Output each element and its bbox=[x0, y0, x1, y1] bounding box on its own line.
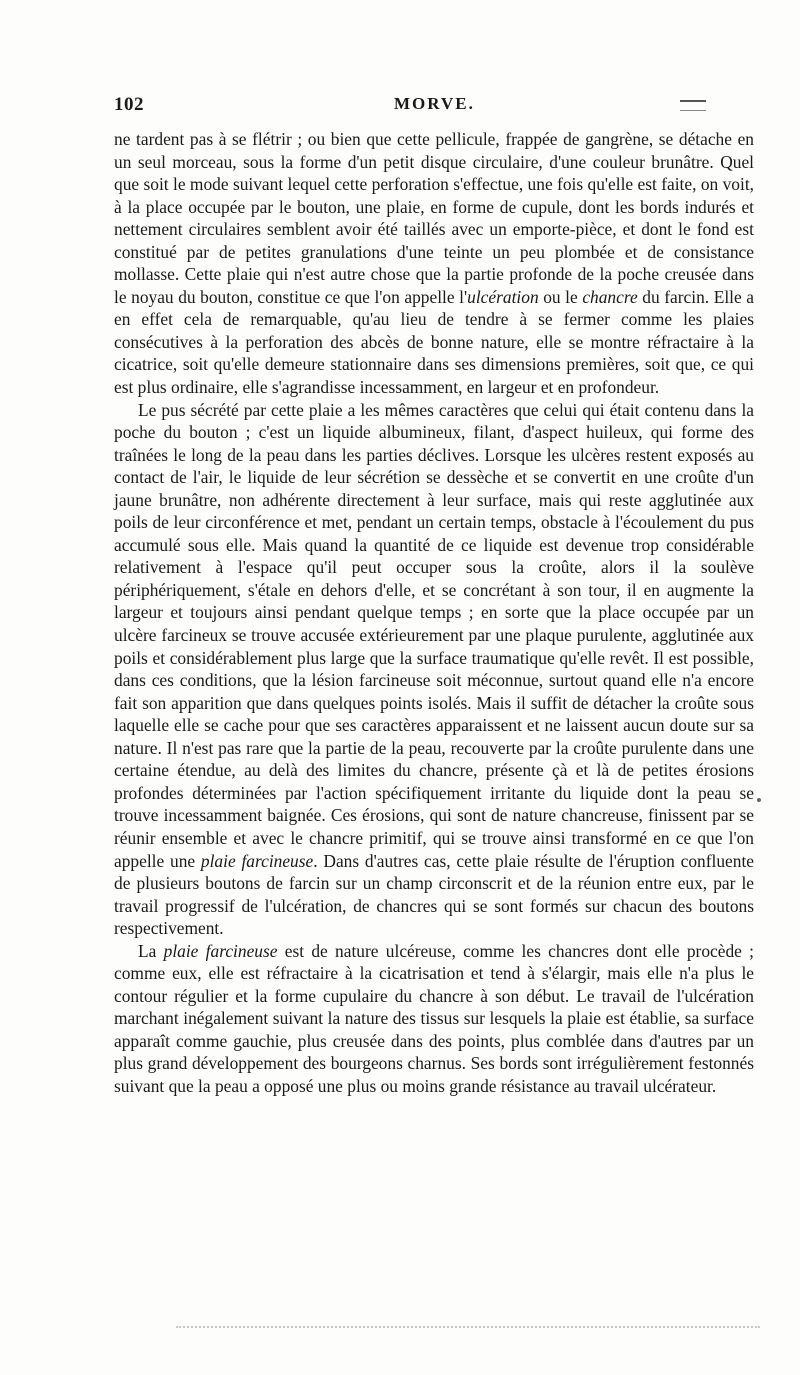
paragraph-2-text-a: Le pus sécrété par cette plaie a les mêmes caractères que celui qui était contenu dans la poche du bouton ; c'est un liquide albumineux, filant, d'aspect huileux, qui forme des traînées le long de la peau dans les parties déclives. Lorsque les ulcères restent exposés au contact de l'air, le liquide de leur sécrétion se dessèche et se convertit en une croûte d'un jaune brunâtre, non adhérente directement à leur surface, mais qui reste agglutinée aux poils de leur circonférence et met, pendant un certain temps, obstacle à l'écoulement du pus accumulé sous elle. Mais quand la quantité de ce liquide est devenue trop considérable relativement à l'espace qu'il peut occuper sous la croûte, alors il la soulève périphériquement, s'étale en dehors d'elle, et se concrétant à son tour, il en augmente la largeur et toujours ainsi pendant quelque temps ; en sorte que la place occupée par un ulcère farcineux se trouve accusée extérieurement par une plaque purulente, agglutinée aux poils et considérablement plus large que la surface traumatique qu'elle revêt. Il est possible, dans ces conditions, que la lésion farcineuse soit méconnue, surtout quand elle n'a encore fait son apparition que dans quelques points isolés. Mais il suffit de détacher la croûte sous laquelle elle se cache pour que ses caractères apparaissent et ne laissent aucun doute sur sa nature. Il n'est pas rare que la partie de la peau, recouverte par la croûte purulente dans une certaine étendue, au delà des limites du chancre, présente çà et là de petites érosions profondes déterminées par l'action spécifiquement irritante du liquide dont la peau se trouve incessamment baignée. Ces érosions, qui sont de nature chancreuse, finissent par se réunir ensemble et avec le chancre primitif, qui se trouve ainsi transformé en ce que l'on appelle une bbox=[114, 399, 754, 871]
paragraph-3-text-a: La bbox=[138, 940, 164, 961]
paragraph-1-text-a: ne tardent pas à se flétrir ; ou bien que cette pellicule, frappée de gangrène, se détache en un seul morceau, sous la forme d'un petit disque circulaire, d'une couleur brunâtre. Quel que soit le mode suivant lequel cette perforation s'effectue, une fois qu'elle est faite, on voit, à la place occupée par le bouton, une plaie, en forme de cupule, dont les bords indurés et nettement circulaires semblent avoir été taillés avec un emporte-pièce, et dont le fond est constitué par de petites granulations d'une teinte un peu plombée et de consistance mollasse. Cette plaie qui n'est autre chose que la partie profonde de la poche creusée dans le noyau du bouton, constitue ce que l'on appelle l' bbox=[114, 129, 754, 307]
term-plaie-farcineuse-2: plaie farcineuse bbox=[163, 940, 278, 961]
footer-bleed-through bbox=[176, 1326, 760, 1328]
term-plaie-farcineuse: plaie farcineuse bbox=[200, 850, 314, 871]
paragraph-1-text-b: ou le bbox=[538, 286, 583, 307]
page-header bbox=[114, 94, 754, 120]
paragraph-3 bbox=[114, 940, 754, 1098]
paragraph-1-text-c: du farcin. Elle a en effet cela de remarquable, qu'au lieu de tendre à se fermer comme les plaies consécutives à la perforation des abcès de bonne nature, elle se montre réfractaire à la cicatrice, soit qu'elle demeure stationnaire dans ses dimensions premières, soit que, ce qui est plus ordinaire, elle s'agrandisse incessamment, en largeur et en profondeur. bbox=[114, 286, 755, 398]
margin-speck bbox=[757, 798, 761, 802]
paragraph-2-text-b: . Dans d'autres cas, cette plaie résulte de l'éruption confluente de plusieurs boutons de farcin sur un champ circonscrit et de la réunion entre eux, par le travail progressif de l'ulcération, de chancres qui se sont formés sur chacun des boutons respectivement. bbox=[114, 850, 754, 939]
page-number: 102 bbox=[114, 94, 144, 115]
paragraph-1 bbox=[114, 128, 754, 399]
term-ulceration: ulcération bbox=[467, 286, 539, 307]
term-chancre: chancre bbox=[582, 286, 638, 307]
paragraph-3-text-b: est de nature ulcéreuse, comme les chancres dont elle procède ; comme eux, elle est réfractaire à la cicatrisation et tend à s'élargir, mais elle n'a plus le contour régulier et la forme cupulaire du chancre à son début. Le travail de l'ulcération marchant inégalement suivant la nature des tissus sur lesquels la plaie est établie, sa surface apparaît comme gauchie, plus creusée dans des points, plus comblée dans d'autres par un plus grand développement des bourgeons charnus. Ses bords sont irrégulièrement festonnés suivant que la peau a opposé une plus ou moins grande résistance au travail ulcérateur. bbox=[114, 940, 754, 1096]
paragraph-2 bbox=[114, 399, 754, 940]
running-title: MORVE. bbox=[394, 94, 475, 113]
page-body bbox=[114, 128, 754, 1098]
header-printer-mark bbox=[680, 100, 706, 111]
